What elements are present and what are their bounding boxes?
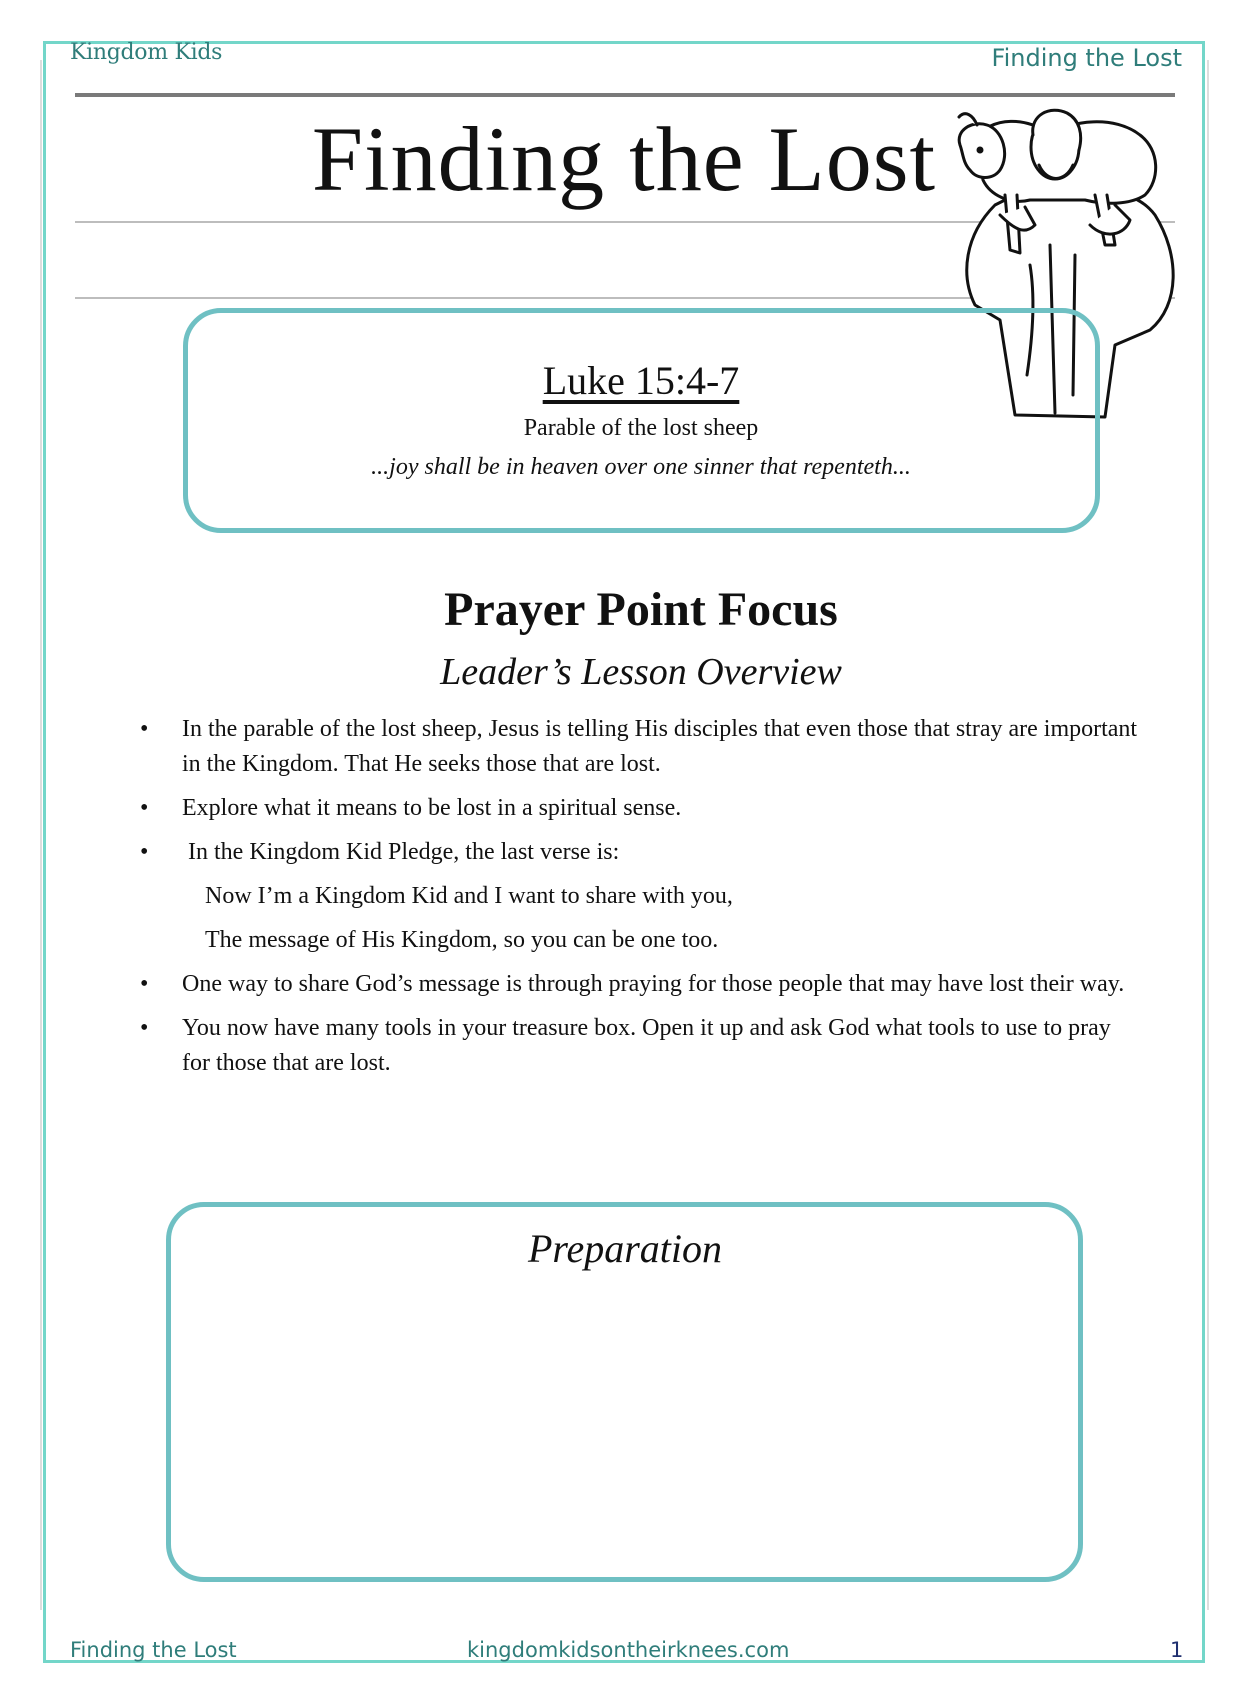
bullet-icon: • bbox=[140, 795, 149, 821]
pledge-line: Now I’m a Kingdom Kid and I want to share with you, bbox=[205, 883, 733, 909]
focus-heading: Prayer Point Focus bbox=[444, 583, 838, 636]
list-item-text: You now have many tools in your treasure box. Open it up and ask God what tools to use to pray for those that are lost. bbox=[182, 1015, 1111, 1076]
list-item-text: Explore what it means to be lost in a spiritual sense. bbox=[182, 795, 682, 821]
footer-website-link[interactable]: kingdomkidsontheirknees.com bbox=[467, 1638, 790, 1662]
pledge-line: The message of His Kingdom, so you can be one too. bbox=[205, 927, 719, 953]
list-item bbox=[140, 835, 1140, 870]
list-item bbox=[140, 791, 1140, 826]
preparation-heading: Preparation bbox=[527, 1226, 723, 1271]
scripture-description: Parable of the lost sheep bbox=[523, 415, 759, 441]
bullet-icon: • bbox=[140, 1015, 149, 1041]
header-brand: Kingdom Kids bbox=[70, 40, 223, 65]
list-item-text: In the Kingdom Kid Pledge, the last verse is: bbox=[182, 839, 620, 865]
page-edge-left bbox=[40, 60, 42, 1610]
list-item bbox=[140, 1011, 1140, 1081]
footer-title: Finding the Lost bbox=[70, 1638, 237, 1662]
page-number: 1 bbox=[1170, 1638, 1184, 1662]
bullet-icon: • bbox=[140, 716, 149, 742]
list-item bbox=[140, 967, 1140, 1002]
focus-subheading: Leader’s Lesson Overview bbox=[440, 651, 842, 693]
list-item-text: One way to share God’s message is through praying for those people that may have lost their way. bbox=[182, 971, 1125, 997]
page-edge-right bbox=[1207, 60, 1209, 1610]
page-title: Finding the Lost bbox=[311, 108, 937, 210]
bullet-icon: • bbox=[140, 839, 149, 865]
bullet-icon: • bbox=[140, 971, 149, 997]
scripture-quote: ...joy shall be in heaven over one sinner that repenteth... bbox=[371, 454, 911, 480]
overview-list bbox=[140, 712, 1140, 1090]
list-item bbox=[140, 712, 1140, 782]
list-item-text: In the parable of the lost sheep, Jesus is telling His disciples that even those that stray are important in the Kingdom. That He seeks those that are lost. bbox=[182, 716, 1138, 777]
header-title: Finding the Lost bbox=[991, 44, 1182, 72]
scripture-reference: Luke 15:4-7 bbox=[542, 358, 740, 403]
